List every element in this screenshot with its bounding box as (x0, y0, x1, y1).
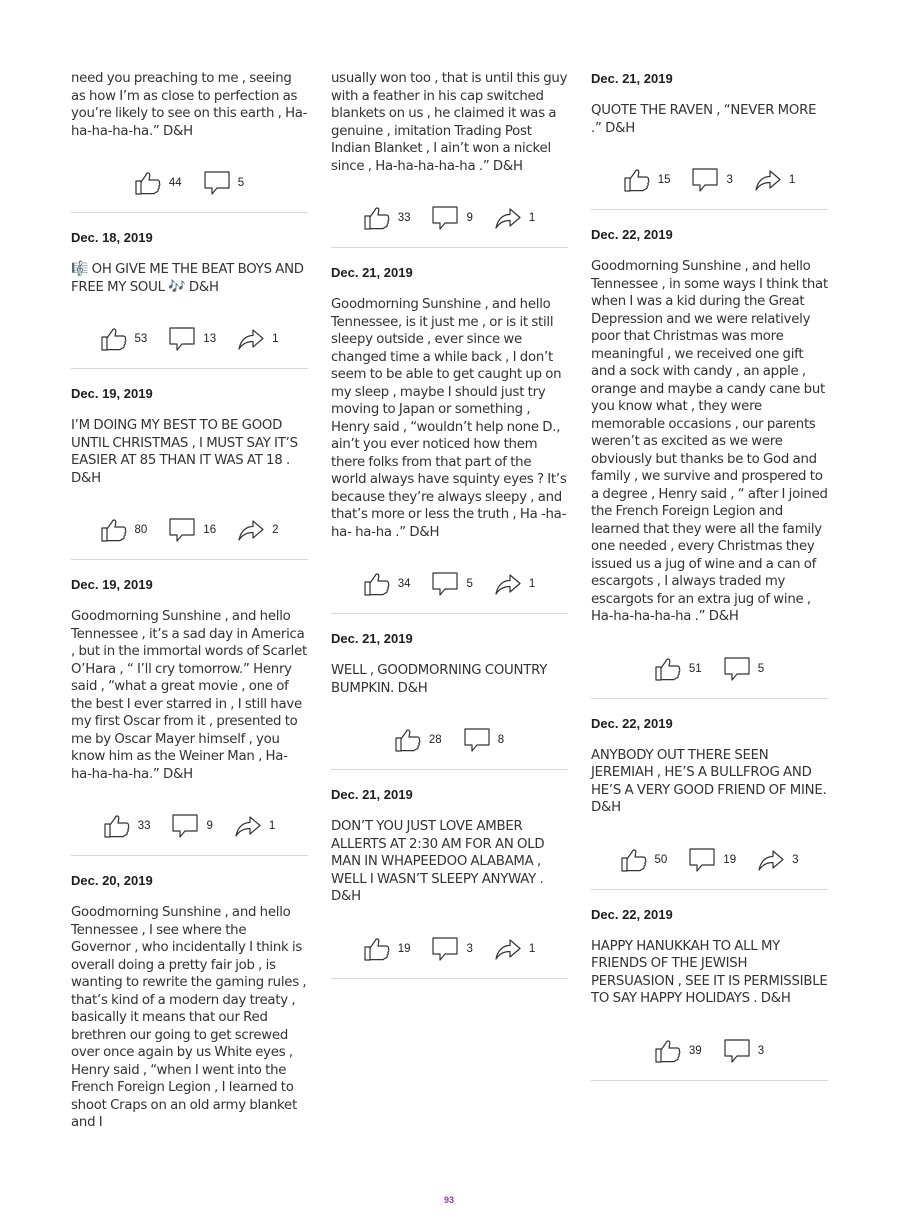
post-actions (331, 569, 568, 599)
like-action[interactable] (364, 572, 411, 596)
post-actions (591, 165, 828, 195)
post-text: I’M DOING MY BEST TO BE GOOD UNTIL CHRISTMAS , I MUST SAY IT’S EASIER AT 85 THAN IT WAS AT 18 . D&H (71, 418, 298, 486)
comment-count: 5 (757, 662, 765, 675)
post (71, 872, 308, 1146)
post-actions (331, 203, 568, 233)
post-date: Dec. 22, 2019 (591, 906, 673, 922)
thumbs-up-icon[interactable] (655, 657, 681, 681)
thumbs-up-icon[interactable] (624, 168, 650, 192)
share-count: 1 (528, 942, 536, 955)
music-score-icon: 🎼 (71, 261, 89, 277)
post-actions (71, 168, 308, 198)
speech-bubble-icon[interactable] (464, 728, 490, 752)
post-text: DON’T YOU JUST LOVE AMBER ALLERTS AT 2:30 AM FOR AN OLD MAN IN WHAPEEDOO ALABAMA , WELL I WASN’T SLEEPY ANYWAY . D&H (331, 819, 545, 904)
share-arrow-icon[interactable] (238, 519, 264, 541)
thumbs-up-icon[interactable] (621, 848, 647, 872)
like-count: 33 (137, 820, 151, 832)
share-count: 2 (272, 524, 279, 536)
like-count: 33 (397, 212, 411, 224)
share-arrow-icon[interactable] (758, 849, 784, 871)
post-text: Goodmorning Sunshine , and hello Tennessee , it’s a sad day in America , but in the immortal words of Scarlet O’Hara , “ I’ll cry tomorrow.” Henry said , “what a great movie , one of the best I ever starred in , I still have my first Oscar from it , presented to me by Oscar Mayer himself , you know him as the Weiner Man , Ha-ha-ha-ha-ha.” D&H (71, 609, 307, 782)
comment-count: 8 (497, 734, 505, 746)
column-3 (591, 70, 828, 1097)
comment-count: 19 (723, 853, 737, 866)
column-2 (331, 70, 568, 995)
post-actions (71, 515, 308, 545)
thumbs-up-icon[interactable] (104, 814, 130, 838)
like-action[interactable] (104, 814, 151, 838)
post-date: Dec. 21, 2019 (591, 71, 673, 86)
post-text: WELL , GOODMORNING COUNTRY BUMPKIN. D&H (331, 663, 548, 696)
share-action[interactable] (238, 328, 278, 350)
share-count: 1 (788, 174, 796, 186)
post-actions (331, 725, 568, 755)
post (591, 715, 828, 890)
comment-count: 5 (237, 177, 245, 189)
like-action[interactable] (101, 327, 148, 351)
like-count: 15 (657, 174, 671, 186)
comment-action[interactable] (689, 848, 736, 872)
share-arrow-icon[interactable] (755, 169, 781, 191)
post-text: Goodmorning Sunshine , and hello Tennessee, is it just me , or is it still sleepy outside , ever since we changed time a while back , I don’t seem to be able to get caught up on my sleep , maybe I should just try moving to Japan or something , Henry said , “wouldn’t help none D., ain’t you ever noticed how them there folks from that part of the world always have squinty eyes ? It’s because they’re always sleepy , and that’s more or less the truth , Ha -ha- ha- ha-ha .” D&H (331, 297, 567, 540)
thumbs-up-icon[interactable] (364, 937, 390, 961)
like-action[interactable] (101, 518, 148, 542)
thumbs-up-icon[interactable] (395, 728, 421, 752)
comment-action[interactable] (724, 657, 764, 681)
post (71, 576, 308, 856)
like-action[interactable] (364, 937, 411, 961)
thumbs-up-icon[interactable] (364, 206, 390, 230)
music-notes-icon: 🎶 (168, 278, 186, 295)
like-count: 50 (654, 853, 668, 866)
post-date: Dec. 22, 2019 (591, 227, 673, 242)
speech-bubble-icon[interactable] (724, 1039, 750, 1063)
speech-bubble-icon[interactable] (432, 572, 458, 596)
share-action[interactable] (755, 169, 795, 191)
share-count: 1 (272, 333, 279, 345)
post-text: Goodmorning Sunshine , and hello Tennessee , I see where the Governor , who incidentally I think is overall doing a pretty fair job , is wanting to rewrite the gaming rules , that’s kind of a modern day treaty , basically it means that our Red brethren our going to get screwed over once again by us White eyes , Henry said , “when I went into the French Foreign Legion , I learned to shoot Craps on an old army blanket and I (71, 905, 307, 1130)
comment-action[interactable] (204, 171, 244, 195)
comment-count: 3 (466, 942, 473, 955)
comment-action[interactable] (169, 327, 216, 351)
speech-bubble-icon[interactable] (692, 168, 718, 192)
like-count: 80 (134, 524, 148, 536)
comment-action[interactable] (464, 728, 504, 752)
share-action[interactable] (495, 207, 535, 229)
share-arrow-icon[interactable] (238, 328, 264, 350)
share-action[interactable] (238, 519, 278, 541)
thumbs-up-icon[interactable] (655, 1039, 681, 1063)
post-text: Goodmorning Sunshine , and hello Tennessee , in some ways I think that when I was a kid during the Great Depression and we were relatively poor that Christmas was more meaningful , we received one gift and a sock with candy , an apple , orange and maybe a candy cane but you know what , they were memorable occasions , our parents weren’t as excited as we were obviously but thanks be to God and family , we survive and prospered to a degree , Henry said , “ after I joined the French Foreign Legion and learned that they were all the family one needed , every Christmas they issued us a jug of wine and a can of escargots , I always traded my escargots for an extra jug of wine , Ha-ha-ha-ha-ha .” D&H (591, 259, 828, 624)
speech-bubble-icon[interactable] (432, 206, 458, 230)
post-date: Dec. 22, 2019 (591, 715, 673, 731)
post-actions (71, 811, 308, 841)
comment-count: 3 (726, 174, 733, 186)
share-action[interactable] (758, 849, 798, 871)
post-actions (591, 654, 828, 684)
comment-count: 16 (203, 524, 217, 536)
post-text: need you preaching to me , seeing as how I’m as close to perfection as you’re likely to see on this earth , Ha-ha-ha-ha-ha.” D&H (71, 71, 308, 139)
like-action[interactable] (621, 848, 668, 872)
post-signature: D&H (185, 279, 219, 295)
post-date: Dec. 21, 2019 (331, 631, 413, 646)
comment-action[interactable] (172, 814, 212, 838)
speech-bubble-icon[interactable] (432, 937, 458, 961)
column-1 (71, 70, 308, 1162)
like-action[interactable] (135, 171, 182, 195)
like-action[interactable] (364, 206, 411, 230)
post-text: QUOTE THE RAVEN , “NEVER MORE .” D&H (591, 103, 817, 136)
like-count: 51 (688, 662, 702, 675)
comment-action[interactable] (169, 518, 216, 542)
post-text-body: OH GIVE ME THE BEAT BOYS AND FREE MY SOUL (71, 262, 304, 295)
post-date: Dec. 20, 2019 (71, 873, 153, 888)
share-arrow-icon[interactable] (495, 207, 521, 229)
comment-count: 3 (757, 1044, 765, 1057)
like-action[interactable] (395, 728, 442, 752)
like-action[interactable] (655, 657, 702, 681)
like-count: 28 (428, 734, 442, 746)
comment-count: 9 (466, 212, 473, 224)
post-text: ANYBODY OUT THERE SEEN JEREMIAH , HE’S A BULLFROG AND HE’S A VERY GOOD FRIEND OF MINE. D&H (591, 747, 827, 815)
thumbs-up-icon[interactable] (101, 518, 127, 542)
comment-count: 5 (466, 578, 473, 590)
speech-bubble-icon[interactable] (724, 657, 750, 681)
post (71, 229, 308, 369)
post-text: usually won too , that is until this guy with a feather in his cap switched blankets on us , he claimed it was a genuine , imitation Trading Post Indian Blanket , I ain’t won a nickel since , Ha-ha-ha-ha-ha .” D&H (331, 71, 568, 174)
like-action[interactable] (624, 168, 671, 192)
post (591, 906, 828, 1081)
share-arrow-icon[interactable] (495, 938, 521, 960)
post (331, 630, 568, 770)
speech-bubble-icon[interactable] (169, 327, 195, 351)
speech-bubble-icon[interactable] (172, 814, 198, 838)
post (71, 385, 308, 560)
like-count: 44 (168, 177, 182, 189)
share-arrow-icon[interactable] (235, 815, 261, 837)
thumbs-up-icon[interactable] (364, 572, 390, 596)
comment-action[interactable] (432, 206, 472, 230)
like-count: 19 (397, 942, 411, 955)
post-text: HAPPY HANUKKAH TO ALL MY FRIENDS OF THE JEWISH PERSUASION , SEE IT IS PERMISSIBLE TO SAY HAPPY HOLIDAYS . D&H (591, 938, 828, 1006)
post (591, 70, 828, 210)
comment-action[interactable] (724, 1039, 764, 1063)
speech-bubble-icon[interactable] (689, 848, 715, 872)
post-date: Dec. 19, 2019 (71, 577, 153, 592)
share-count: 3 (792, 853, 799, 866)
share-count: 1 (268, 820, 276, 832)
share-action[interactable] (235, 815, 275, 837)
share-count: 1 (528, 578, 536, 590)
share-count: 1 (528, 212, 536, 224)
post (71, 70, 308, 213)
share-action[interactable] (495, 938, 535, 960)
thumbs-up-icon[interactable] (101, 327, 127, 351)
comment-action[interactable] (432, 572, 472, 596)
like-action[interactable] (655, 1039, 702, 1063)
post-actions (71, 324, 308, 354)
like-count: 34 (397, 578, 411, 590)
share-arrow-icon[interactable] (495, 573, 521, 595)
post-date: Dec. 21, 2019 (331, 265, 413, 280)
speech-bubble-icon[interactable] (204, 171, 230, 195)
post-actions (591, 1036, 828, 1066)
like-count: 39 (688, 1044, 702, 1057)
post (331, 264, 568, 614)
post (331, 786, 568, 979)
post-actions (591, 845, 828, 875)
post-date: Dec. 19, 2019 (71, 386, 153, 401)
speech-bubble-icon[interactable] (169, 518, 195, 542)
share-action[interactable] (495, 573, 535, 595)
post-date: Dec. 21, 2019 (331, 787, 413, 802)
post-actions (331, 934, 568, 964)
comment-action[interactable] (432, 937, 472, 961)
post-text (71, 261, 308, 296)
like-count: 53 (134, 333, 148, 345)
post (591, 226, 828, 699)
comment-count: 9 (206, 820, 213, 832)
comment-count: 13 (203, 333, 217, 345)
thumbs-up-icon[interactable] (135, 171, 161, 195)
comment-action[interactable] (692, 168, 732, 192)
post (331, 70, 568, 248)
page-number: 93 (443, 1195, 454, 1205)
post-date: Dec. 18, 2019 (71, 230, 153, 245)
